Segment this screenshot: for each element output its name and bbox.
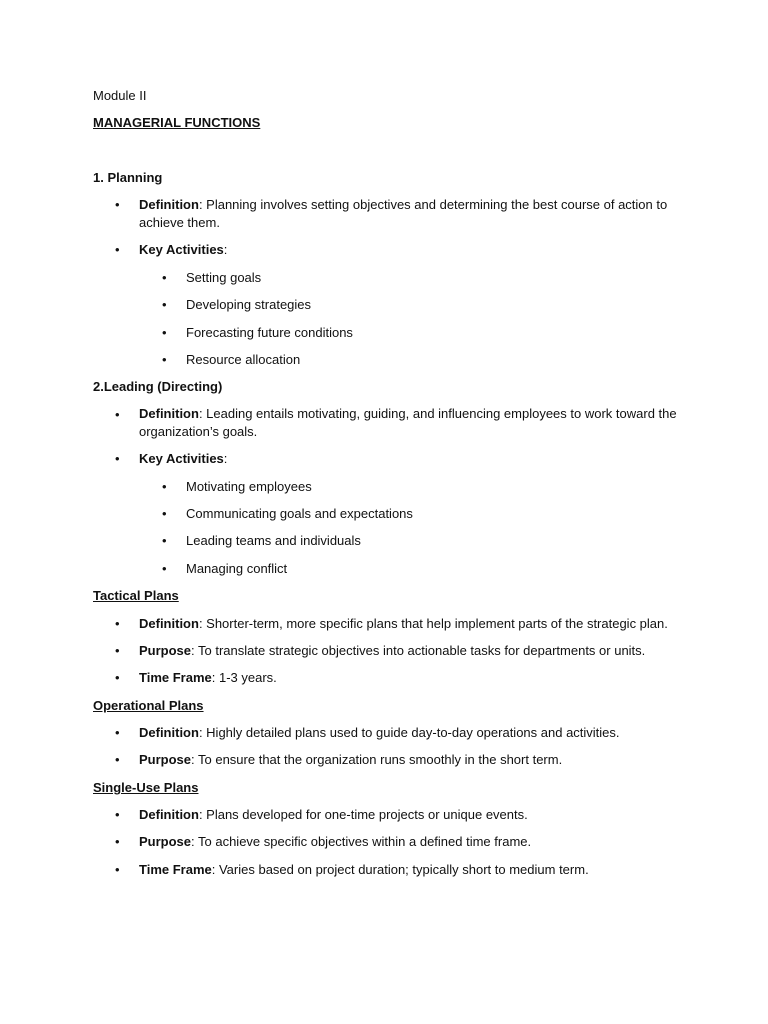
key-activities-suffix: : — [223, 242, 228, 257]
key-activities-label: Key Activities — [139, 242, 224, 257]
section-title-leading: 2.Leading (Directing) — [93, 379, 223, 394]
bullet-marker: • — [115, 643, 120, 658]
timeframe-text: : Varies based on project duration; typically short to medium term. — [211, 862, 589, 877]
operational-purpose — [139, 751, 699, 769]
definition-text: : Leading entails motivating, guiding, and influencing employees to work toward the organization’s goals. — [139, 406, 677, 439]
definition-label: Definition — [139, 406, 199, 421]
leading-definition — [139, 405, 679, 441]
definition-text: : Highly detailed plans used to guide day-to-day operations and activities. — [198, 725, 620, 740]
list-item: Forecasting future conditions — [186, 325, 353, 340]
section-title-planning: 1. Planning — [93, 170, 163, 185]
bullet-marker: • — [162, 533, 167, 548]
planning-key-activities — [139, 241, 679, 259]
section-title-tactical: Tactical Plans — [93, 588, 179, 603]
definition-label: Definition — [139, 807, 199, 822]
page-heading: MANAGERIAL FUNCTIONS — [93, 115, 261, 130]
purpose-label: Purpose — [139, 834, 192, 849]
bullet-marker: • — [162, 479, 167, 494]
key-activities-label: Key Activities — [139, 451, 224, 466]
purpose-text: : To translate strategic objectives into actionable tasks for departments or units. — [191, 643, 646, 658]
bullet-marker: • — [115, 670, 120, 685]
section-title-single-use: Single-Use Plans — [93, 780, 199, 795]
list-item: Motivating employees — [186, 479, 312, 494]
definition-label: Definition — [139, 197, 199, 212]
single-use-purpose — [139, 833, 679, 851]
purpose-text: : To achieve specific objectives within a defined time frame. — [191, 834, 532, 849]
section-title-operational: Operational Plans — [93, 698, 204, 713]
definition-label: Definition — [139, 616, 199, 631]
timeframe-label: Time Frame — [139, 670, 212, 685]
bullet-marker: • — [115, 752, 120, 767]
module-label: Module II — [93, 88, 147, 103]
single-use-definition — [139, 806, 679, 824]
definition-text: : Shorter-term, more specific plans that help implement parts of the strategic plan. — [198, 616, 668, 631]
bullet-marker: • — [115, 451, 120, 466]
timeframe-label: Time Frame — [139, 862, 212, 877]
tactical-definition — [139, 615, 699, 633]
list-item: Communicating goals and expectations — [186, 506, 413, 521]
bullet-marker: • — [115, 725, 120, 740]
planning-definition — [139, 196, 679, 232]
purpose-text: : To ensure that the organization runs smoothly in the short term. — [191, 752, 563, 767]
key-activities-suffix: : — [223, 451, 228, 466]
list-item: Resource allocation — [186, 352, 301, 367]
bullet-marker: • — [115, 807, 120, 822]
bullet-marker: • — [162, 506, 167, 521]
bullet-marker: • — [115, 407, 120, 422]
bullet-marker: • — [115, 862, 120, 877]
bullet-marker: • — [162, 325, 167, 340]
list-item: Developing strategies — [186, 297, 312, 312]
purpose-label: Purpose — [139, 752, 192, 767]
bullet-marker: • — [162, 270, 167, 285]
single-use-timeframe — [139, 861, 699, 879]
tactical-purpose — [139, 642, 699, 660]
bullet-marker: • — [162, 561, 167, 576]
purpose-label: Purpose — [139, 643, 192, 658]
tactical-timeframe — [139, 669, 679, 687]
timeframe-text: : 1-3 years. — [211, 670, 277, 685]
definition-text: : Planning involves setting objectives and determining the best course of action to achieve them. — [139, 197, 668, 230]
definition-label: Definition — [139, 725, 199, 740]
bullet-marker: • — [115, 242, 120, 257]
bullet-marker: • — [115, 834, 120, 849]
bullet-marker: • — [115, 197, 120, 212]
leading-key-activities — [139, 450, 679, 468]
list-item: Setting goals — [186, 270, 262, 285]
bullet-marker: • — [115, 616, 120, 631]
bullet-marker: • — [162, 297, 167, 312]
bullet-marker: • — [162, 352, 167, 367]
operational-definition — [139, 724, 699, 742]
list-item: Managing conflict — [186, 561, 288, 576]
definition-text: : Plans developed for one-time projects or unique events. — [198, 807, 528, 822]
list-item: Leading teams and individuals — [186, 533, 361, 548]
